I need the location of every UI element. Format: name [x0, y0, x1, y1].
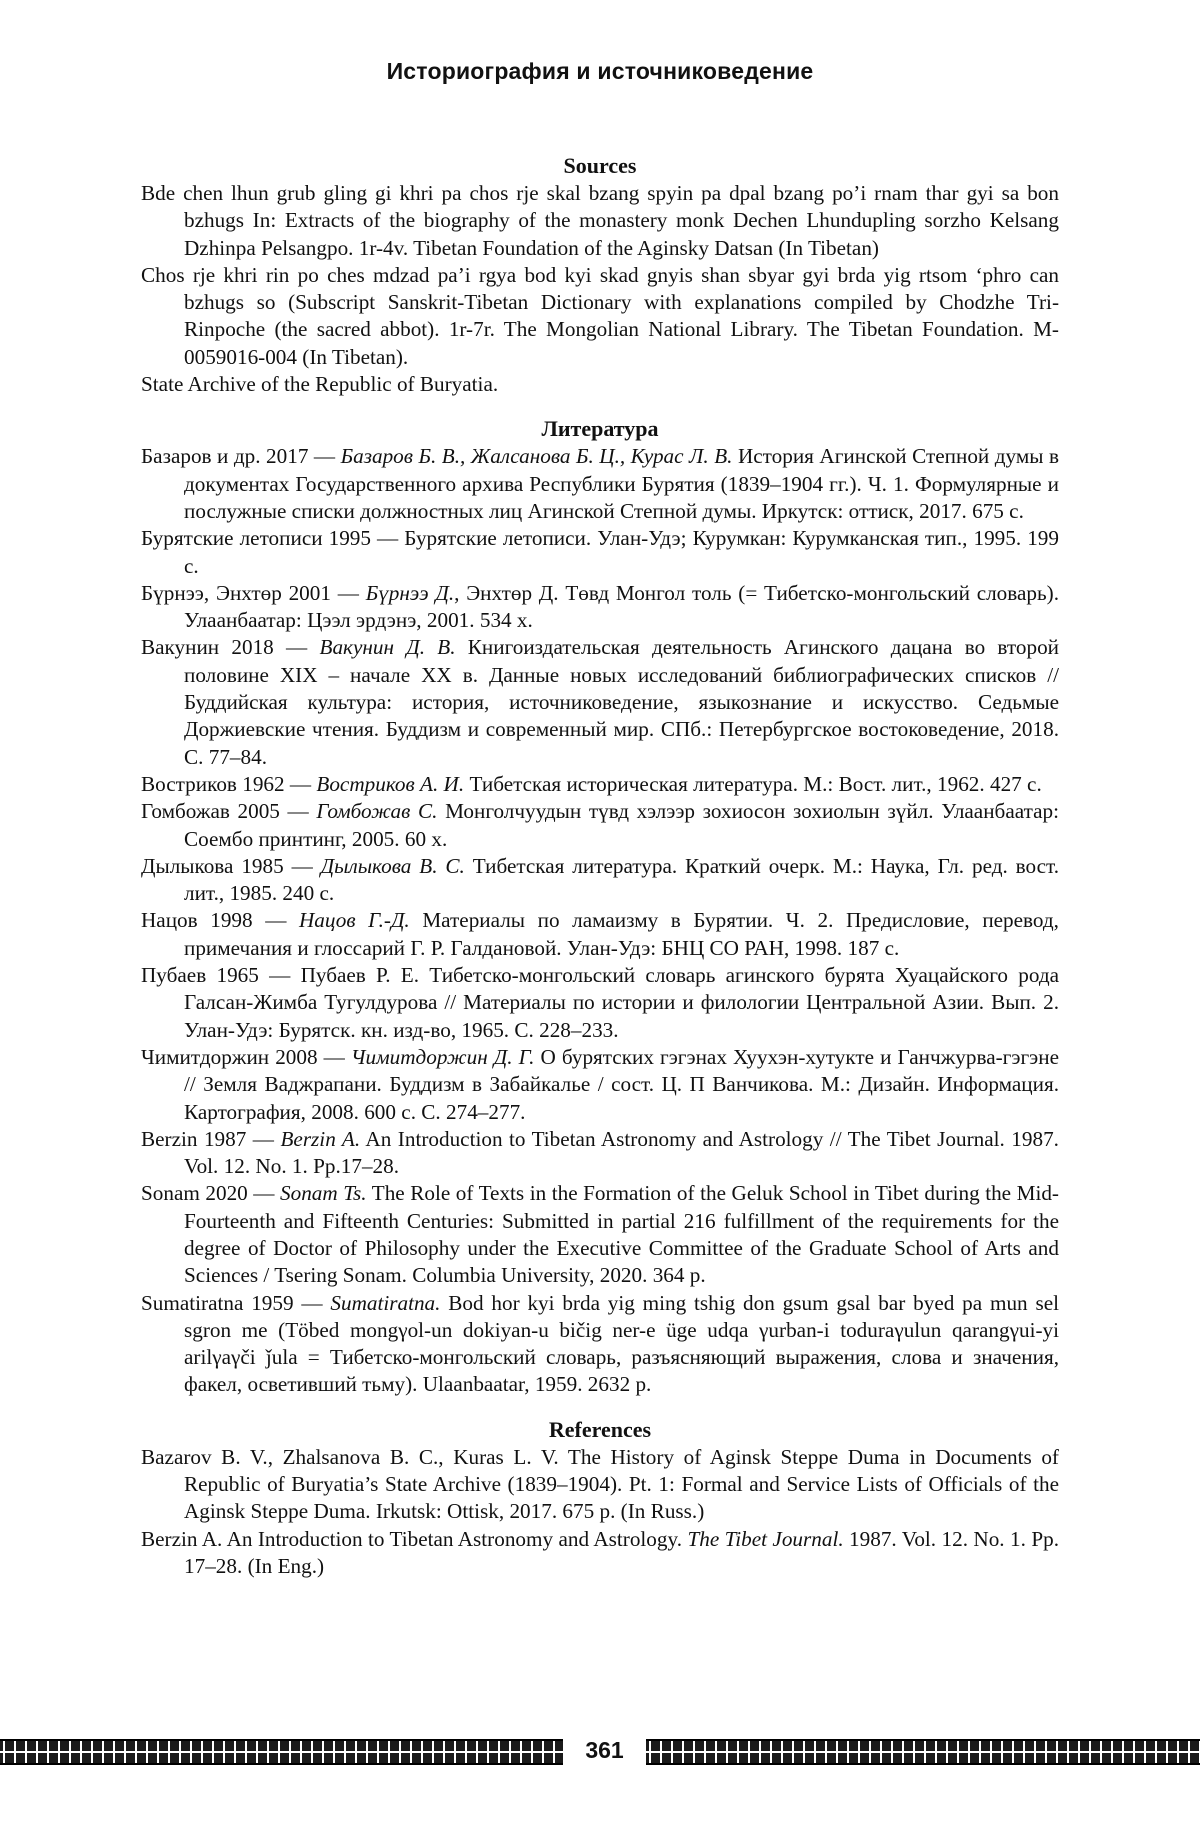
entry-text: Тибетская литература. Краткий очерк. М.: Наука, Гл. ред. вост. лит., 1985. 240 с. [184, 853, 1060, 906]
entry-text: Дылыкова 1985 — [141, 853, 321, 878]
entry-text: Sonam 2020 — [141, 1181, 281, 1206]
page-footer [0, 1735, 1200, 1763]
bibliography-entry [141, 853, 1059, 908]
entry-text: История Агинской Степной думы в документах Государственного архива Республики Бурятия (1839–1904 гг.). Ч. 1. Формулярные и послужные списки должностных лиц Агинской Степной думы. Иркутск: оттиск, 2017. 675 с. [184, 444, 1060, 523]
entry-text: Гомбожав 2005 — [141, 799, 317, 824]
entry-text: Sumatiratna 1959 — [141, 1290, 331, 1315]
section-литература [141, 415, 1059, 1398]
bibliography-entry [141, 907, 1059, 962]
bibliography-entry [141, 634, 1059, 770]
decorative-border-right [646, 1739, 1200, 1765]
bibliography-entry [141, 1180, 1059, 1289]
entry-text: О бурятских гэгэнах Хуухэн-хутукте и Ганчжурва-гэгэне // Земля Ваджрапани. Буддизм в Забайкалье / сост. Ц. П Ванчикова. М.: Дизайн. Информация. Картография, 2008. 600 с. С. 274–277. [184, 1044, 1059, 1124]
entry-author-italic: Чимитдоржин Д. Г. [350, 1044, 535, 1069]
entry-text: An Introduction to Tibetan Astronomy and Astrology // The Tibet Journal. 1987. Vol. 12. No. 1. Pp.17–28. [184, 1126, 1059, 1179]
bibliography-entry [141, 371, 1059, 398]
entry-author-italic: Sumatiratna. [330, 1290, 441, 1315]
entry-text: 1987. Vol. 12. No. 1. Pp. 17–28. (In Eng.) [184, 1526, 1060, 1578]
entry-text: Вакунин 2018 — [141, 635, 320, 660]
entry-author-italic: Гомбожав С. [316, 799, 438, 824]
section-title: References [548, 1416, 652, 1442]
entry-author-italic: Вакунин Д. В. [319, 635, 456, 660]
entry-text: The Role of Texts in the Formation of the Geluk School in Tibet during the Mid-Fourteenth and Fifteenth Centuries: Submitted in partial 216 fulfillment of the requirements for the degree of Doctor of Philosophy under the Executive Committee of the Graduate School of Arts and Sciences / Tsering Sonam. Columbia University, 2020. 364 p. [184, 1181, 1059, 1288]
bibliography-entry [141, 962, 1059, 1044]
entry-text: Востриков 1962 — [141, 771, 317, 796]
entry-author-italic: Бүрнээ Д. [365, 580, 455, 605]
entry-text: Тибетская историческая литература. М.: Вост. лит., 1962. 427 с. [464, 771, 1042, 796]
entry-text: Бүрнээ, Энхтөр 2001 — [141, 580, 366, 605]
bibliography-entry [141, 1126, 1059, 1181]
entry-text: Пубаев 1965 — Пубаев Р. Е. Тибетско-монгольский словарь агинского бурята Хуацайского рода Галсан-Жимба Тугулдурова // Материалы по истории и филологии Центральной Азии. Вып. 2. Улан-Удэ: Бурятск. кн. изд-во, 1965. С. 228–233. [141, 963, 1059, 1042]
bibliography-entry [141, 1526, 1059, 1581]
bibliography-entry [141, 525, 1059, 580]
bibliography-entry [141, 771, 1059, 798]
bibliography-entry [141, 1444, 1059, 1526]
bibliography-entry [141, 798, 1059, 853]
entry-author-italic: Базаров Б. В., Жалсанова Б. Ц., Курас Л. В. [340, 444, 733, 469]
bibliography-entry [141, 180, 1059, 262]
entry-text: State Archive of the Republic of Buryatia. [141, 372, 499, 397]
entry-text: Монголчуудын түвд хэлээр зохиосон зохиолын зүйл. Улаанбаатар: Соембо принтинг, 2005. 60 х. [184, 799, 1059, 851]
entry-author-italic: Berzin A. [280, 1126, 361, 1151]
decorative-border-left [0, 1739, 563, 1765]
entry-text: Berzin A. An Introduction to Tibetan Astronomy and Astrology. [141, 1526, 688, 1551]
section-title: Sources [563, 153, 637, 178]
bibliography-content [141, 152, 1059, 1597]
entry-text: Berzin 1987 — [141, 1126, 281, 1151]
entry-text: Чимитдоржин 2008 — [141, 1044, 351, 1069]
entry-author-italic: Sonam Ts. [280, 1181, 367, 1206]
entry-text: Нацов 1998 — [141, 908, 299, 933]
entry-text: Книгоиздательская деятельность Агинского дацана во второй половине XIX – начале XX в. Данные новых исследований библиографических списков // Буддийская культура: история, источниковедение, языкознание и искусство. Седьмые Доржиевские чтения. Буддизм и современный мир. СПб.: Петербургское востоковедение, 2018. С. 77–84. [184, 635, 1060, 769]
bibliography-entry [141, 262, 1059, 371]
entry-author-italic: The Tibet Journal. [687, 1526, 844, 1551]
entry-text: Bod hor kyi brda yig ming tshig don gsum gsal bar byed pa mun sel sgron me (Tӧbed mongγol-un dokiyan-u bičig ner-e üge udqa γurban-i toduraγulun qarangγui-yi arilγaγči ǰula = Тибетско-монгольский словарь, разъясняющий выражения, слова и значения, факел, осветивший тьму). Ulaanbaatar, 1959. 2632 p. [184, 1290, 1059, 1397]
section-references [141, 1416, 1059, 1580]
entry-author-italic: Дылыкова В. С. [320, 853, 465, 878]
entry-author-italic: Востриков А. И. [316, 771, 465, 796]
entry-text: Bde chen lhun grub gling gi khri pa chos rje skal bzang spyin pa dpal bzang po’i rnam thar gyi sa bon bzhugs In: Extracts of the biography of the monastery monk Dechen Lhundupling sorzho Kelsang Dzhinpa Pelsangpo. 1r-4v. Tibetan Foundation of the Aginsky Datsan (In Tibetan) [141, 181, 1059, 260]
entry-author-italic: Нацов Г.-Д. [299, 908, 410, 933]
entry-text: Базаров и др. 2017 — [141, 444, 341, 469]
entry-text: Bazarov B. V., Zhalsanova B. C., Kuras L. V. The History of Aginsk Steppe Duma in Documents of Republic of Buryatia’s State Archive (1839–1904). Pt. 1: Formal and Service Lists of Officials of the Aginsk Steppe Duma. Irkutsk: Ottisk, 2017. 675 p. (In Russ.) [141, 1444, 1059, 1524]
section-sources [141, 152, 1059, 398]
section-title: Литература [541, 416, 659, 442]
entry-text: Chos rje khri rin po ches mdzad pa’i rgya bod kyi skad gnyis shan sbyar gyi brda yig rtsom ‘phro can bzhugs so (Subscript Sanskrit-Tibetan Dictionary with explanations compiled by Chodzhe Tri-Rinpoche (the sacred abbot). 1r-7r. The Mongolian National Library. The Tibetan Foundation. M-0059016-004 (In Tibetan). [141, 262, 1059, 369]
entry-text: Бурятские летописи 1995 — Бурятские летописи. Улан-Удэ; Курумкан: Курумканская тип., 1995. 199 с. [141, 526, 1059, 578]
bibliography-entry [141, 580, 1059, 635]
entry-text: Материалы по ламаизму в Бурятии. Ч. 2. Предисловие, перевод, примечания и глоссарий Г. Р. Галдановой. Улан-Удэ: БНЦ СО РАН, 1998. 187 с. [184, 908, 1059, 960]
entry-text: , Энхтөр Д. Төвд Монгол толь (= Тибетско-монгольский словарь). Улаанбаатар: Цээл эрдэнэ, 2001. 534 х. [184, 580, 1060, 633]
page-number: 361 [563, 1735, 646, 1765]
bibliography-entry [141, 1044, 1059, 1126]
bibliography-entry [141, 1290, 1059, 1399]
running-head: Историография и источниковедение [386, 58, 814, 84]
bibliography-entry [141, 443, 1059, 525]
